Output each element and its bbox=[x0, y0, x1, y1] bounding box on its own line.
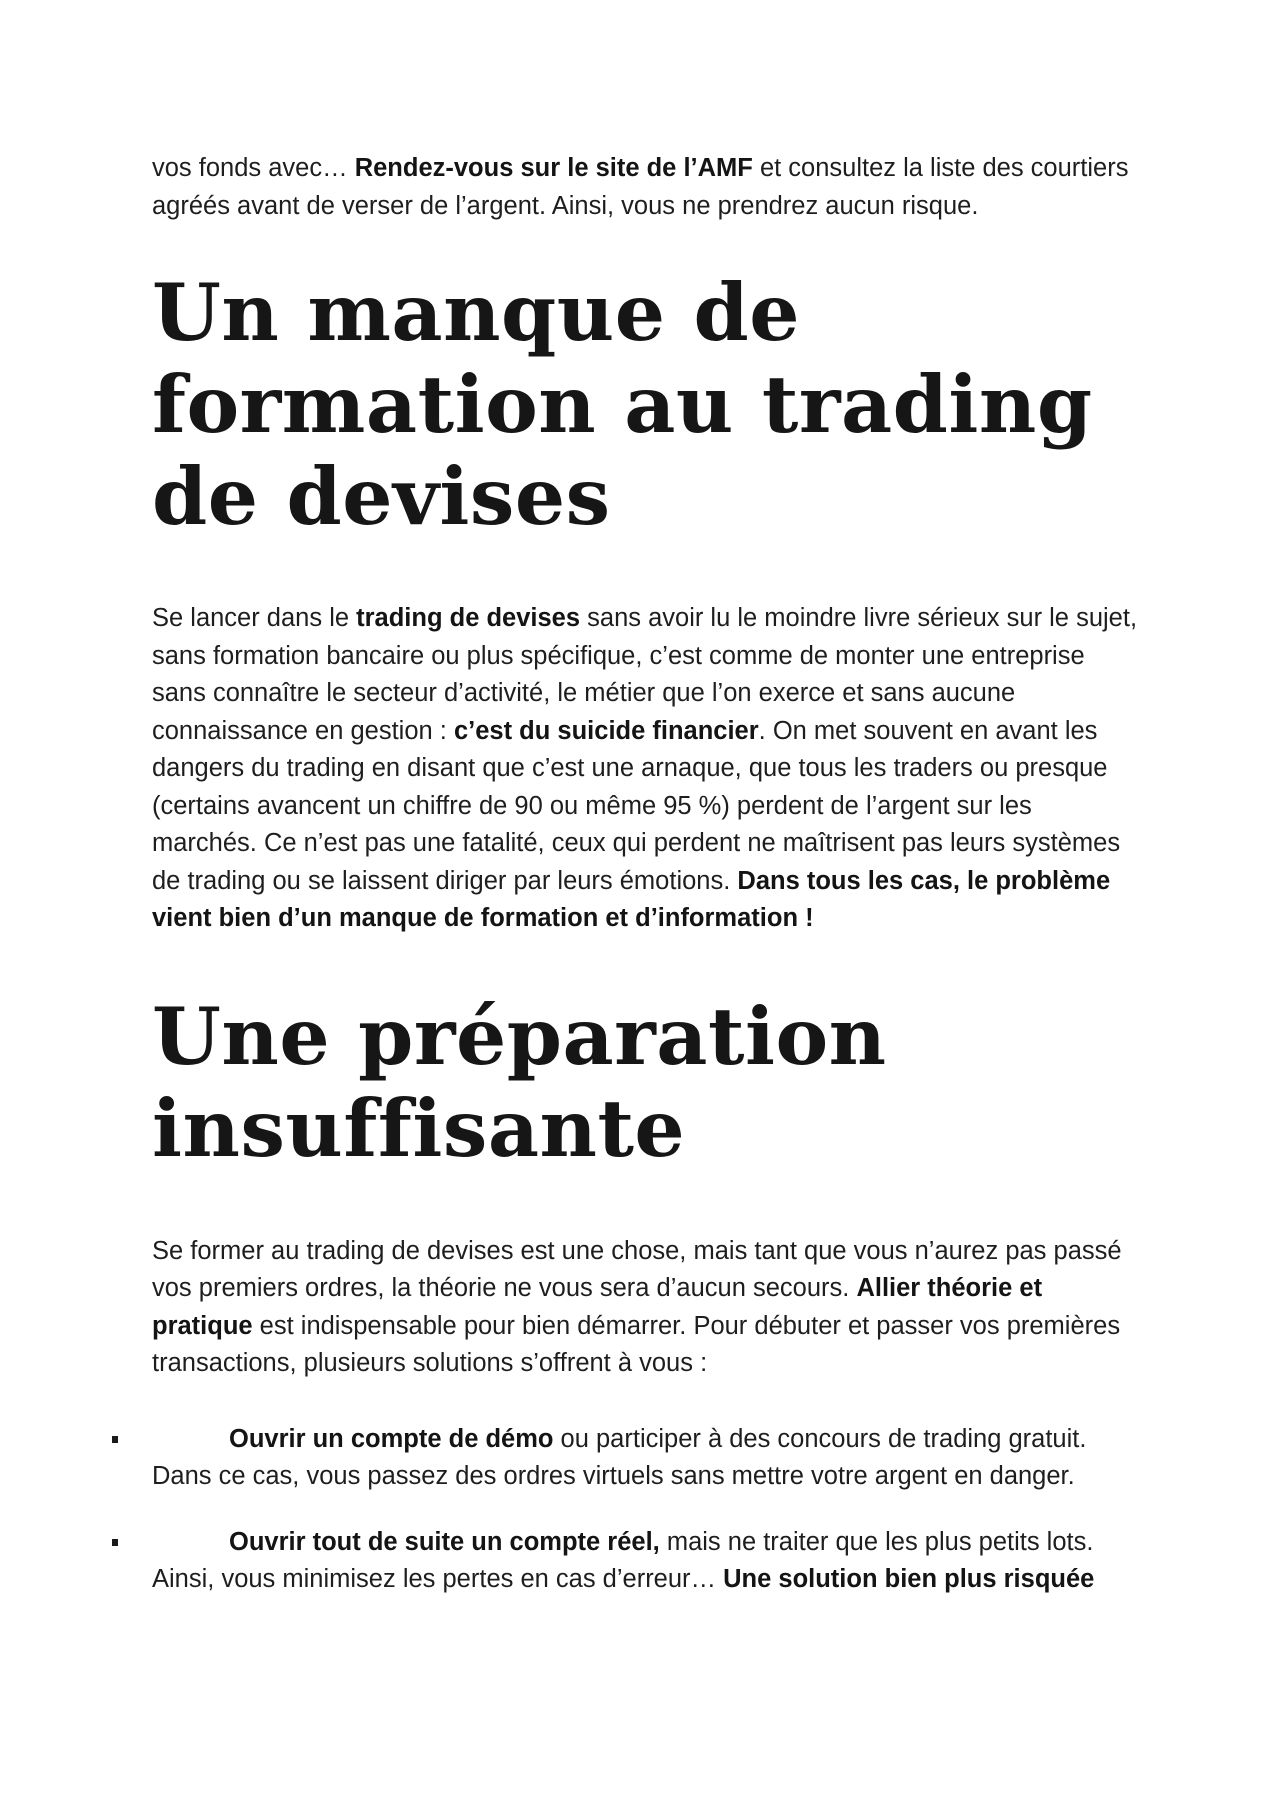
formation-text-2: sans avoir lu le moindre livre sérieux sur le sujet, sans formation bancaire ou plus spécifique, c’est comme de monter une entreprise sans connaître le secteur d’activité, le métier que l’on exerce et sans aucune connaissance en gestion : bbox=[152, 604, 1138, 745]
intro-paragraph bbox=[152, 150, 1142, 225]
formation-bold-3: Dans tous les cas, le problème vient bien d’un manque de formation et d’information ! bbox=[152, 866, 1111, 932]
list-item-bold: Ouvrir tout de suite un compte réel, bbox=[229, 1527, 660, 1556]
preparation-paragraph bbox=[152, 1233, 1142, 1383]
list-item bbox=[152, 1524, 1142, 1599]
list-item-text: mais ne traiter que les plus petits lots. Ainsi, vous minimisez les pertes en cas d’erreur… bbox=[152, 1527, 1094, 1593]
formation-paragraph bbox=[152, 600, 1142, 938]
square-bullet-icon bbox=[112, 1539, 118, 1546]
formation-bold-1: trading de devises bbox=[356, 604, 581, 632]
square-bullet-icon bbox=[112, 1436, 118, 1443]
list-item-bold-2: Une solution bien plus risquée bbox=[723, 1565, 1095, 1593]
formation-bold-2: c’est du suicide financier bbox=[453, 716, 759, 745]
list-item-bold: Ouvrir un compte de démo bbox=[229, 1424, 554, 1453]
preparation-text-1: Se former au trading de devises est une chose, mais tant que vous n’aurez pas passé vos premiers ordres, la théorie ne vous sera d’aucun secours. bbox=[152, 1236, 1122, 1302]
list-item-text: ou participer à des concours de trading gratuit. Dans ce cas, vous passez des ordres virtuels sans mettre votre argent en danger. bbox=[152, 1424, 1087, 1490]
list-item bbox=[152, 1421, 1142, 1496]
preparation-bold-1: Allier théorie et pratique bbox=[152, 1274, 1043, 1340]
formation-text-3: . On met souvent en avant les dangers du trading en disant que c’est une arnaque, que tous les traders ou presque (certains avancent un chiffre de 90 ou même 95 %) perdent de l’argent sur les marchés. Ce n’est pas une fatalité, ceux qui perdent ne maîtrisent pas leurs systèmes de trading ou se laissent diriger par leurs émotions. bbox=[152, 716, 1121, 895]
intro-bold-amf: Rendez-vous sur le site de l’AMF bbox=[354, 154, 753, 182]
document-page bbox=[152, 150, 1142, 1627]
intro-text-1: vos fonds avec… bbox=[152, 154, 355, 182]
intro-text-2: et consultez la liste des courtiers agréés avant de verser de l’argent. Ainsi, vous ne prendrez aucun risque. bbox=[152, 154, 1129, 220]
section-heading-formation: Un manque de formation au trading de devises bbox=[152, 266, 1093, 543]
section-heading-preparation: Une préparation insuffisante bbox=[152, 989, 887, 1175]
preparation-text-2: est indispensable pour bien démarrer. Pour débuter et passer vos premières transactions, plusieurs solutions s’offrent à vous : bbox=[152, 1311, 1121, 1377]
solutions-list bbox=[152, 1421, 1142, 1599]
formation-text-1: Se lancer dans le bbox=[152, 604, 357, 632]
